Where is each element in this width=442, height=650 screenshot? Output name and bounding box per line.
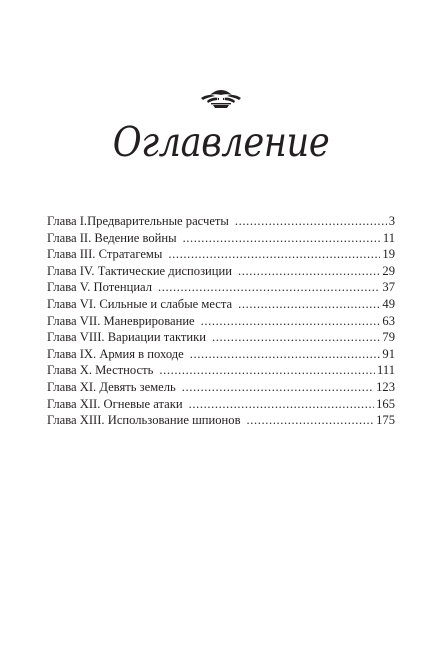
toc-entry-label [47, 379, 176, 396]
toc-page-number: 91 [382, 346, 395, 361]
toc-chapter-number: Глава VI. [47, 296, 97, 311]
toc-entry-label [47, 396, 183, 413]
toc-chapter-name: Ведение войны [94, 230, 177, 245]
toc-chapter-number: Глава VII. [47, 313, 101, 328]
toc-chapter-name: Стратагемы [98, 247, 163, 262]
toc-chapter-number: Глава XII. [47, 396, 101, 411]
dot-leader [238, 263, 380, 280]
toc-chapter-name: Вариации тактики [107, 330, 207, 345]
page-title: Оглавление [112, 118, 330, 166]
toc-page-number: 165 [376, 396, 395, 411]
toc-entry[interactable] [47, 362, 395, 379]
toc-chapter-number: Глава III. [47, 247, 96, 262]
toc-entry-label [47, 213, 229, 230]
toc-chapter-name: Маневрирование [103, 313, 195, 328]
toc-entry[interactable] [47, 230, 395, 247]
toc-chapter-name: Тактические диспозиции [97, 263, 232, 278]
toc-chapter-name: Предварительные расчеты [87, 214, 229, 228]
toc-chapter-number: Глава V. [47, 280, 91, 295]
toc-page-number: 111 [377, 363, 395, 378]
toc-entry[interactable] [47, 346, 395, 363]
toc-page-number: 37 [382, 280, 395, 295]
toc-page-number: 123 [376, 379, 395, 394]
toc-entry[interactable] [47, 296, 395, 313]
toc-entry-label [47, 296, 232, 313]
dot-leader [182, 379, 374, 396]
toc-entry-label [47, 230, 177, 247]
toc-entry[interactable] [47, 412, 395, 429]
toc-chapter-number: Глава IX. [47, 346, 97, 361]
dot-leader [238, 296, 380, 313]
toc-entry[interactable] [47, 263, 395, 280]
toc-chapter-number: Глава IV. [47, 263, 95, 278]
toc-entry-label [47, 329, 206, 346]
toc-entry[interactable] [47, 313, 395, 330]
toc-entry-label [47, 263, 232, 280]
toc-chapter-name: Сильные и слабые места [99, 296, 233, 311]
toc-chapter-name: Огневые атаки [103, 396, 183, 411]
toc-entry-label [47, 412, 241, 429]
toc-entry-label [47, 279, 152, 296]
toc-chapter-name: Местность [95, 363, 154, 378]
dot-leader [235, 213, 387, 230]
dot-leader [159, 362, 375, 379]
toc-page-number: 19 [382, 247, 395, 262]
toc-chapter-number: Глава XI. [47, 379, 97, 394]
toc-chapter-number: Глава II. [47, 230, 92, 245]
toc-entry-label [47, 246, 162, 263]
toc-page-number: 63 [382, 313, 395, 328]
laurel-ornament-icon [197, 86, 245, 110]
toc-entry-label [47, 313, 195, 330]
toc-page-number: 49 [382, 296, 395, 311]
toc-chapter-name: Девять земель [99, 379, 176, 394]
toc-chapter-name: Использование шпионов [107, 413, 241, 428]
toc-entry[interactable] [47, 379, 395, 396]
dot-leader [247, 412, 375, 429]
toc-entry[interactable] [47, 279, 395, 296]
toc-page-number: 79 [382, 330, 395, 345]
table-of-contents [47, 213, 395, 429]
dot-leader [189, 396, 374, 413]
dot-leader [201, 313, 381, 330]
dot-leader [212, 329, 380, 346]
toc-page-number: 3 [388, 214, 395, 228]
toc-page-number: 11 [382, 230, 395, 245]
toc-page-number: 29 [382, 263, 395, 278]
dot-leader [190, 346, 381, 363]
toc-chapter-name: Армия в походе [99, 346, 184, 361]
toc-chapter-number: Глава X. [47, 363, 92, 378]
toc-entry[interactable] [47, 396, 395, 413]
toc-chapter-number: Глава VIII. [47, 330, 105, 345]
toc-chapter-number: Глава I. [47, 214, 88, 228]
dot-leader [158, 279, 380, 296]
toc-entry[interactable] [47, 329, 395, 346]
toc-entry[interactable] [47, 246, 395, 263]
toc-chapter-number: Глава XIII. [47, 413, 105, 428]
dot-leader [168, 246, 380, 263]
toc-entry-label [47, 346, 184, 363]
dot-leader [183, 230, 381, 247]
toc-chapter-name: Потенциал [93, 280, 153, 295]
toc-entry[interactable] [47, 213, 395, 230]
toc-page-number: 175 [376, 413, 395, 428]
toc-entry-label [47, 362, 153, 379]
